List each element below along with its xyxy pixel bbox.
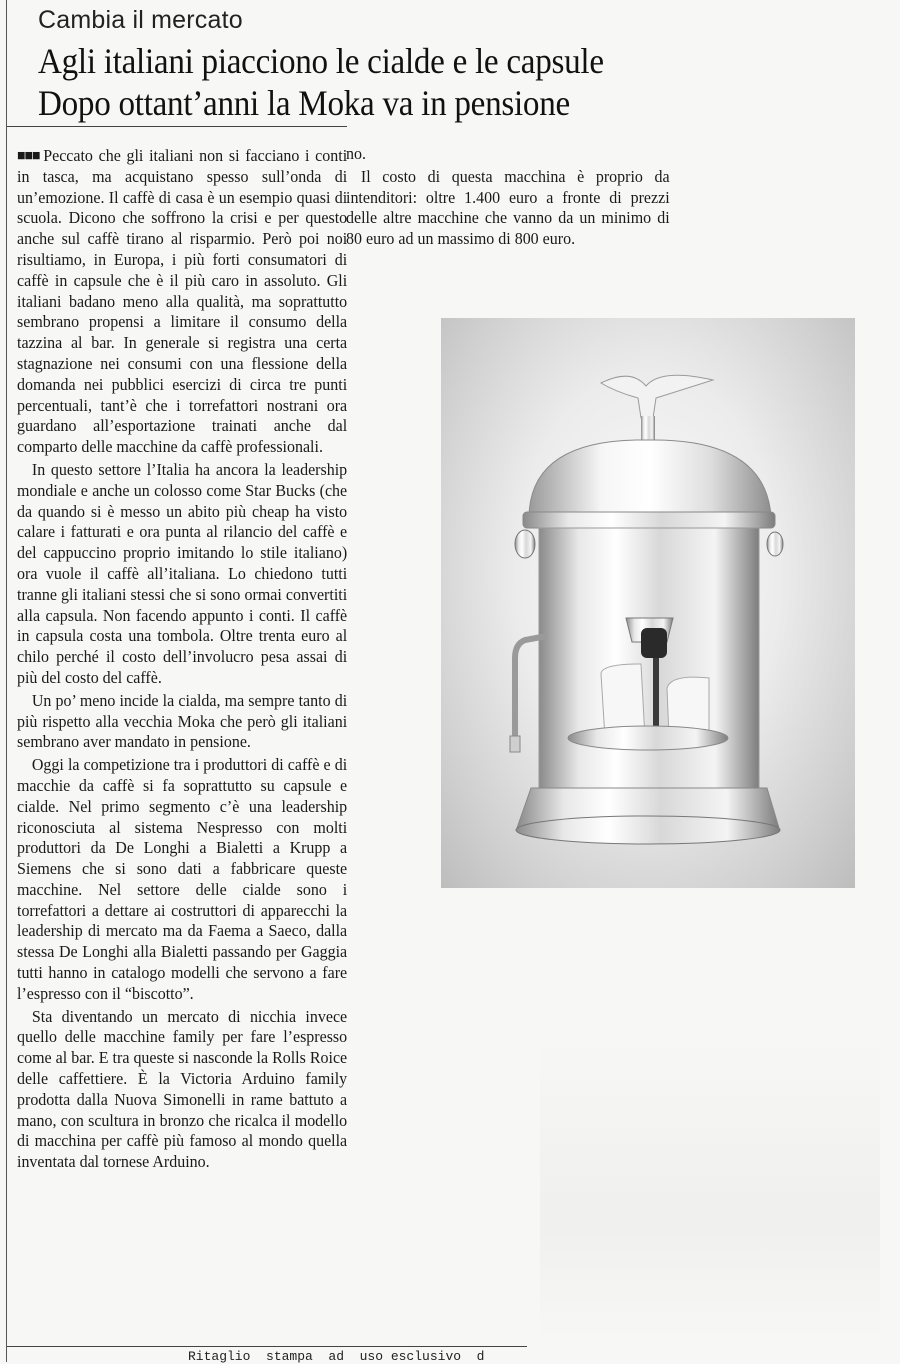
headline-line-1: Agli italiani piacciono le cialde e le capsule <box>38 41 604 81</box>
lead-marker: ■■■ <box>17 148 40 164</box>
scan-artifact <box>540 1040 880 1340</box>
article-column-right <box>346 144 670 252</box>
kicker: Cambia il mercato <box>38 6 243 34</box>
article-paragraph: Il costo di questa macchina è proprio da intenditori: oltre 1.400 euro a fronte di prezzi delle altre macchine che vanno da un minimo di 80 euro ad un massimo di 800 euro. <box>346 166 670 249</box>
paragraph-text: Peccato che gli italiani non si facciano i conti in tasca, ma acquistano spesso sull’onda di un’emozione. Il caffè di casa è un esempio quasi di scuola. Dicono che soffrono la crisi e per questo anche sul caffè tirano al risparmio. Però poi noi risultiamo, in Europa, i più forti consumatori di caffè in capsule che è il più caro in assoluto. Gli italiani badano meno alla qualità, ma soprattutto sembrano propensi a limitare il consumo della tazzina al bar. In generale si registra una certa stagnazione nei consumi con una flessione della domanda nei pubblici esercizi di circa tre punti percentuali, tant’è che i torrefattori nostrani ora guardano all’esportazione trainati anche dal comparto delle macchine da caffè professionali. <box>17 146 348 457</box>
article-column-left <box>17 146 347 1175</box>
footer-notice: Ritaglio stampa ad uso esclusivo d <box>188 1349 485 1364</box>
left-border <box>6 0 7 1362</box>
article-paragraph: In questo settore l’Italia ha ancora la leadership mondiale e anche un colosso come Star Bucks (che da quando si è messo un abito più cheap ha visto calare i fatturati e ora punta al rilancio del caffè e del cappuccino proprio imitando lo stile italiano) ora vuole il caffè all’italiana. Lo chiedono tutti tranne gli italiani stessi che si sono ormai convertiti alla capsula. Non facendo appunto i conti. Il caffè in capsula costa una tombola. Oltre trenta euro al chilo perché il costo dell’involucro pesa assai di più del costo del caffè. <box>17 459 348 687</box>
article-paragraph: Sta diventando un mercato di nicchia invece quello delle macchine family per fare l’espresso come al bar. E tra queste si nasconde la Rolls Roice delle caffettiere. È la Victoria Arduino family prodotta dalla Nuova Simonelli in rame battuto a mano, con scultura in bronzo che ricalca il modello di macchina per caffè più famoso al mondo quella inventata dal tornese Arduino. <box>17 1006 348 1172</box>
headline <box>38 40 820 124</box>
column-carry: no. <box>346 144 366 163</box>
headline-line-2: Dopo ottant’anni la Moka va in pensione <box>38 83 570 123</box>
article-paragraph <box>17 146 347 458</box>
footer-rule <box>7 1346 527 1347</box>
divider <box>7 126 347 127</box>
article-paragraph: Un po’ meno incide la cialda, ma sempre tanto di più rispetto alla vecchia Moka che però gli italiani sembrano aver mandato in pensione. <box>17 690 348 752</box>
article-paragraph: Oggi la competizione tra i produttori di caffè e di macchie da caffè si fa soprattutto su capsule e cialde. Nel primo segmento c’è una leadership riconosciuta al sistema Nespresso con molti produttori da De Longhi a Bialetti a Krupp a Siemens che si sono dati a fabbricare queste macchine. Nel settore delle cialde sono i torrefattori a dettare ai costruttori di apparecchi la leadership di mercato ma da Faema a Saeco, dalla stessa De Longhi alla Bialetti passando per Gaggia tutti hanno in catalogo modelli che servono a fare l’espresso con il “biscotto”. <box>17 755 348 1003</box>
espresso-machine-icon <box>441 318 855 888</box>
espresso-machine-photo <box>441 318 855 888</box>
